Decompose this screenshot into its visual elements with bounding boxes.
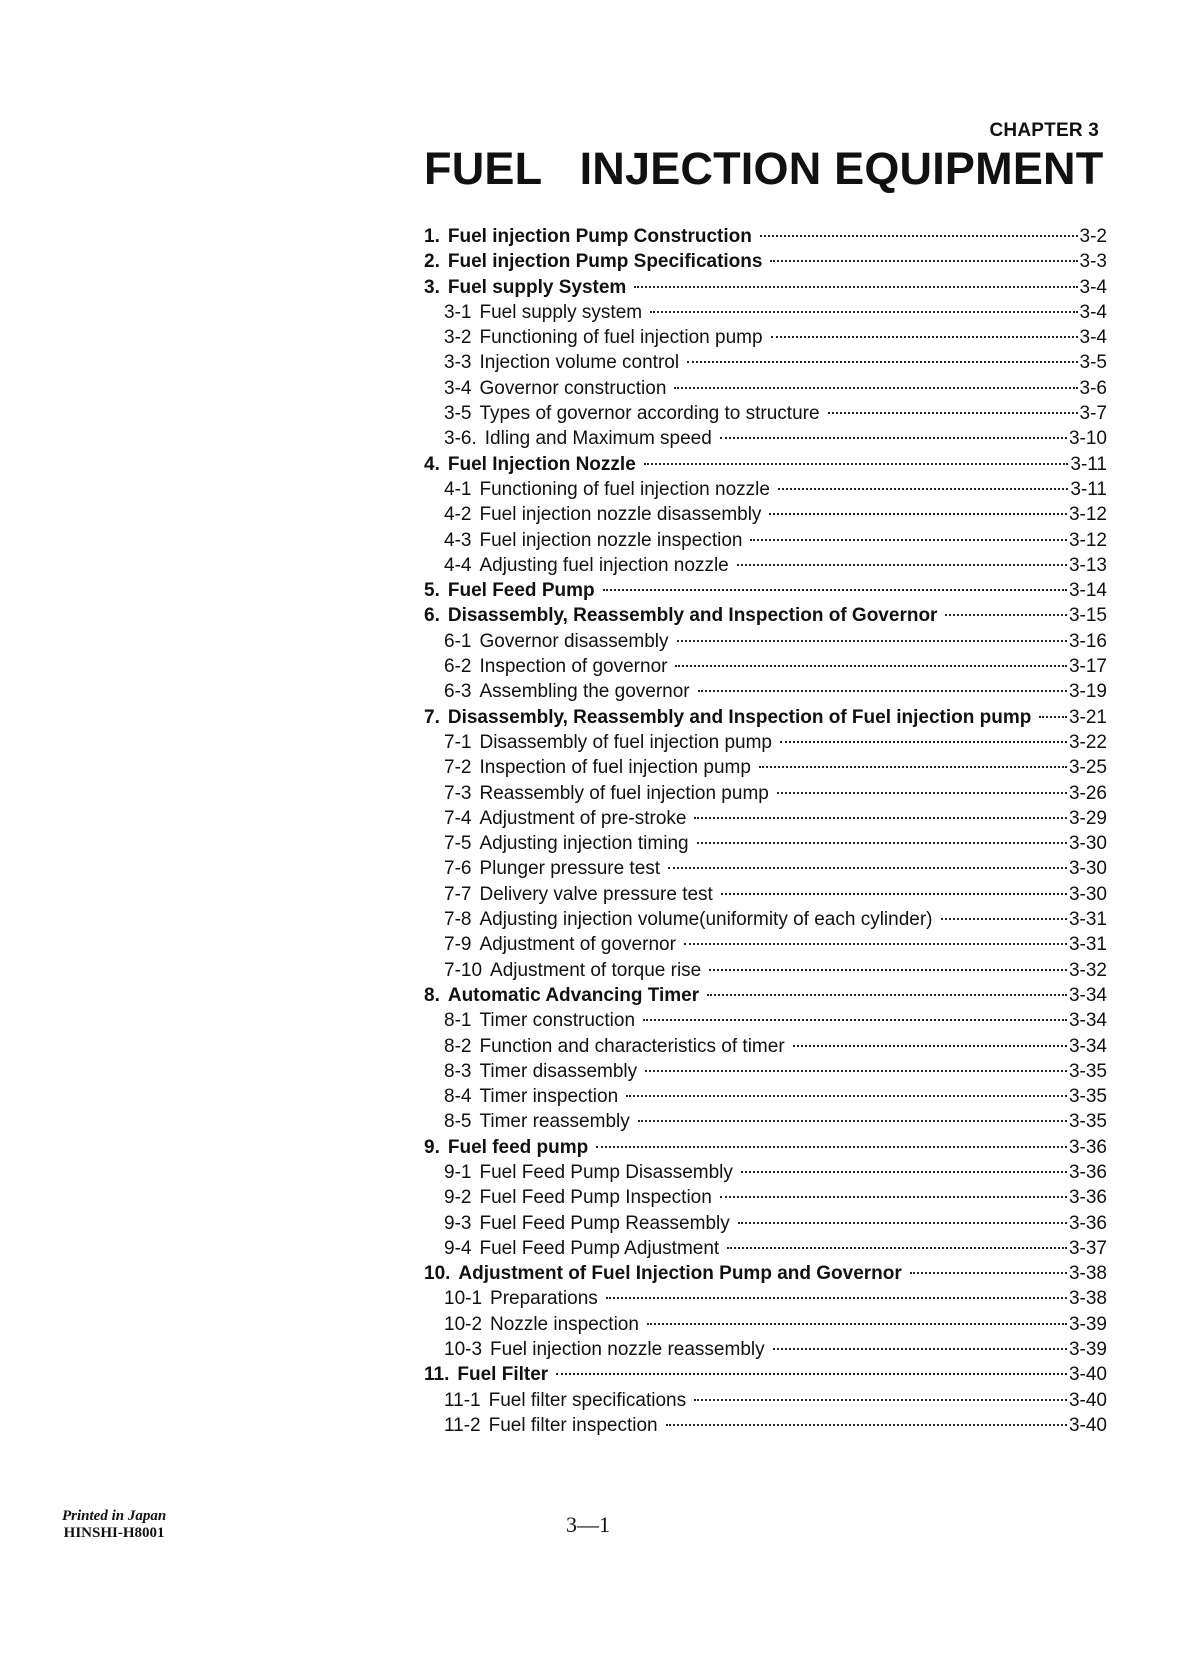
toc-entry-title: Reassembly of fuel injection pump — [479, 782, 769, 804]
toc-subsection-entry — [424, 479, 1107, 504]
dot-leader — [666, 1424, 1067, 1426]
dot-leader — [694, 817, 1067, 819]
toc-entry-number: 3-6. — [444, 428, 477, 450]
toc-entry-title: Plunger pressure test — [479, 858, 661, 880]
toc-section-entry — [424, 985, 1107, 1010]
toc-entry-title: Delivery valve pressure test — [479, 883, 713, 905]
toc-subsection-entry — [424, 1390, 1107, 1415]
toc-section-entry — [424, 454, 1107, 479]
toc-subsection-entry — [424, 1036, 1107, 1061]
toc-entry-number: 4-3 — [444, 529, 472, 551]
dot-leader — [626, 1095, 1067, 1097]
toc-entry-number: 8. — [424, 984, 440, 1006]
toc-entry-number: 3-4 — [444, 377, 472, 399]
toc-entry-number: 3-2 — [444, 327, 472, 349]
dot-leader — [677, 640, 1067, 642]
dot-leader — [759, 766, 1067, 768]
toc-entry-page: 3-34 — [1068, 1010, 1107, 1032]
toc-entry-page: 3-2 — [1079, 226, 1107, 247]
toc-entry-title: Timer reassembly — [479, 1111, 630, 1133]
toc-entry-title: Disassembly, Reassembly and Inspection of Fuel injection pump — [447, 706, 1032, 728]
toc-entry-number: 7-2 — [444, 757, 472, 779]
dot-leader — [687, 361, 1077, 363]
toc-entry-title: Adjustment of pre-stroke — [479, 807, 687, 829]
toc-entry-page: 3-11 — [1070, 478, 1107, 500]
toc-subsection-entry — [424, 1213, 1107, 1238]
toc-entry-number: 7-8 — [444, 909, 472, 931]
toc-entry-page: 3-4 — [1079, 276, 1107, 298]
toc-subsection-entry — [424, 530, 1107, 555]
toc-entry-page: 3-39 — [1068, 1339, 1107, 1361]
dot-leader — [556, 1373, 1067, 1375]
page-number: 3—1 — [566, 1512, 610, 1537]
toc-entry-number: 4. — [424, 453, 440, 475]
dot-leader — [1039, 716, 1067, 718]
toc-subsection-entry — [424, 1086, 1107, 1111]
toc-entry-number: 7-6 — [444, 858, 472, 880]
toc-entry-page: 3-35 — [1068, 1111, 1107, 1133]
dot-leader — [650, 311, 1077, 313]
toc-entry-page: 3-11 — [1070, 453, 1107, 475]
toc-subsection-entry — [424, 555, 1107, 580]
table-of-contents — [424, 226, 1107, 1440]
toc-section-entry — [424, 251, 1107, 276]
toc-entry-number: 8-5 — [444, 1111, 472, 1133]
toc-entry-number: 3-3 — [444, 352, 472, 374]
toc-entry-page: 3-36 — [1068, 1161, 1107, 1183]
dot-leader — [674, 387, 1077, 389]
toc-entry-page: 3-37 — [1068, 1237, 1107, 1259]
toc-entry-title: Inspection of fuel injection pump — [479, 757, 751, 779]
toc-entry-number: 9-1 — [444, 1161, 472, 1183]
toc-entry-title: Disassembly, Reassembly and Inspection of Governor — [447, 605, 938, 627]
dot-leader — [668, 867, 1067, 869]
toc-entry-number: 4-1 — [444, 478, 472, 500]
dot-leader — [634, 286, 1077, 288]
toc-entry-number: 7-3 — [444, 782, 472, 804]
toc-entry-number: 10-3 — [444, 1339, 483, 1361]
toc-entry-page: 3-32 — [1068, 959, 1107, 981]
toc-entry-page: 3-19 — [1068, 681, 1107, 703]
toc-subsection-entry — [424, 1238, 1107, 1263]
toc-subsection-entry — [424, 327, 1107, 352]
toc-entry-page: 3-30 — [1068, 858, 1107, 880]
toc-entry-number: 7-4 — [444, 807, 472, 829]
toc-subsection-entry — [424, 1111, 1107, 1136]
dot-leader — [606, 1297, 1067, 1299]
toc-entry-page: 3-36 — [1068, 1136, 1107, 1158]
toc-entry-title: Fuel injection nozzle inspection — [479, 529, 743, 551]
dot-leader — [773, 1348, 1067, 1350]
toc-entry-page: 3-26 — [1068, 782, 1107, 804]
dot-leader — [777, 792, 1067, 794]
toc-subsection-entry — [424, 960, 1107, 985]
toc-entry-title: Fuel injection Pump Specifications — [447, 251, 763, 273]
toc-subsection-entry — [424, 757, 1107, 782]
toc-subsection-entry — [424, 378, 1107, 403]
toc-entry-number: 6-1 — [444, 630, 472, 652]
toc-entry-title: Nozzle inspection — [490, 1313, 639, 1335]
toc-entry-page: 3-4 — [1079, 327, 1107, 349]
toc-subsection-entry — [424, 1010, 1107, 1035]
toc-entry-title: Fuel Feed Pump Adjustment — [479, 1237, 720, 1259]
toc-subsection-entry — [424, 352, 1107, 377]
toc-entry-number: 3. — [424, 276, 440, 298]
toc-subsection-entry — [424, 504, 1107, 529]
toc-entry-number: 3-5 — [444, 403, 472, 425]
toc-entry-number: 4-4 — [444, 554, 472, 576]
toc-entry-title: Fuel Feed Pump Reassembly — [479, 1212, 730, 1234]
toc-entry-title: Fuel filter inspection — [488, 1414, 658, 1436]
toc-entry-number: 4-2 — [444, 504, 472, 526]
toc-entry-title: Fuel supply System — [447, 276, 627, 298]
toc-subsection-entry — [424, 631, 1107, 656]
dot-leader — [638, 1120, 1067, 1122]
toc-entry-number: 3-1 — [444, 301, 472, 323]
chapter-label: CHAPTER 3 — [989, 120, 1099, 141]
toc-entry-title: Adjustment of governor — [479, 934, 676, 956]
toc-subsection-entry — [424, 858, 1107, 883]
toc-entry-number: 8-2 — [444, 1035, 472, 1057]
dot-leader — [941, 918, 1067, 920]
toc-entry-page: 3-34 — [1068, 984, 1107, 1006]
toc-entry-page: 3-40 — [1068, 1389, 1107, 1411]
toc-entry-number: 10-2 — [444, 1313, 483, 1335]
toc-entry-page: 3-29 — [1068, 807, 1107, 829]
toc-subsection-entry — [424, 1288, 1107, 1313]
toc-subsection-entry — [424, 783, 1107, 808]
toc-entry-number: 7-5 — [444, 833, 472, 855]
toc-entry-page: 3-13 — [1068, 554, 1107, 576]
toc-entry-number: 1. — [424, 226, 440, 247]
dot-leader — [760, 235, 1078, 237]
toc-subsection-entry — [424, 1339, 1107, 1364]
dot-leader — [603, 589, 1067, 591]
toc-entry-page: 3-35 — [1068, 1060, 1107, 1082]
toc-subsection-entry — [424, 1162, 1107, 1187]
toc-entry-number: 7-1 — [444, 731, 472, 753]
toc-entry-title: Fuel injection Pump Construction — [447, 226, 752, 247]
toc-entry-number: 7-9 — [444, 934, 472, 956]
dot-leader — [793, 1045, 1067, 1047]
toc-subsection-entry — [424, 934, 1107, 959]
toc-entry-title: Fuel Filter — [457, 1364, 549, 1386]
toc-subsection-entry — [424, 302, 1107, 327]
toc-entry-number: 6. — [424, 605, 440, 627]
toc-entry-number: 10-1 — [444, 1288, 483, 1310]
toc-entry-number: 8-1 — [444, 1010, 472, 1032]
toc-entry-number: 8-4 — [444, 1086, 472, 1108]
printed-in-label: Printed in Japan — [62, 1508, 167, 1524]
toc-entry-title: Governor disassembly — [479, 630, 669, 652]
toc-entry-title: Fuel Injection Nozzle — [447, 453, 636, 475]
toc-entry-title: Adjustment of Fuel Injection Pump and Governor — [458, 1263, 902, 1285]
chapter-title: FUEL INJECTION EQUIPMENT — [424, 143, 1104, 194]
toc-entry-number: 8-3 — [444, 1060, 472, 1082]
toc-entry-page: 3-34 — [1068, 1035, 1107, 1057]
document-code: HINSHI-H8001 — [63, 1525, 165, 1541]
toc-subsection-entry — [424, 909, 1107, 934]
toc-entry-page: 3-39 — [1068, 1313, 1107, 1335]
dot-leader — [675, 665, 1066, 667]
toc-entry-number: 9-2 — [444, 1187, 472, 1209]
dot-leader — [778, 488, 1068, 490]
toc-entry-page: 3-30 — [1068, 883, 1107, 905]
dot-leader — [770, 260, 1077, 262]
toc-subsection-entry — [424, 656, 1107, 681]
dot-leader — [643, 1019, 1067, 1021]
toc-subsection-entry — [424, 403, 1107, 428]
toc-section-entry — [424, 226, 1107, 251]
dot-leader — [769, 513, 1067, 515]
toc-entry-title: Fuel Feed Pump Disassembly — [479, 1161, 733, 1183]
toc-subsection-entry — [424, 732, 1107, 757]
toc-entry-page: 3-15 — [1068, 605, 1107, 627]
toc-entry-page: 3-40 — [1068, 1414, 1107, 1436]
toc-entry-number: 7. — [424, 706, 440, 728]
toc-subsection-entry — [424, 681, 1107, 706]
toc-entry-page: 3-36 — [1068, 1212, 1107, 1234]
dot-leader — [720, 1196, 1067, 1198]
toc-entry-title: Functioning of fuel injection nozzle — [479, 478, 770, 500]
toc-entry-page: 3-21 — [1068, 706, 1107, 728]
toc-entry-page: 3-38 — [1068, 1288, 1107, 1310]
dot-leader — [697, 842, 1067, 844]
toc-entry-number: 7-10 — [444, 959, 483, 981]
toc-entry-title: Fuel feed pump — [447, 1136, 589, 1158]
toc-entry-number: 11-1 — [444, 1389, 481, 1411]
toc-subsection-entry — [424, 884, 1107, 909]
dot-leader — [727, 1247, 1067, 1249]
toc-section-entry — [424, 1137, 1107, 1162]
toc-entry-page: 3-12 — [1068, 529, 1107, 551]
toc-entry-page: 3-25 — [1068, 757, 1107, 779]
toc-entry-title: Functioning of fuel injection pump — [479, 327, 763, 349]
footer-imprint — [62, 1508, 166, 1542]
toc-entry-title: Fuel filter specifications — [488, 1389, 687, 1411]
dot-leader — [645, 1070, 1067, 1072]
toc-entry-page: 3-4 — [1079, 301, 1107, 323]
toc-entry-title: Timer inspection — [479, 1086, 619, 1108]
toc-entry-title: Inspection of governor — [479, 656, 668, 678]
dot-leader — [738, 1222, 1067, 1224]
toc-entry-page: 3-35 — [1068, 1086, 1107, 1108]
toc-entry-title: Adjustment of torque rise — [490, 959, 702, 981]
dot-leader — [720, 437, 1067, 439]
toc-entry-title: Timer disassembly — [479, 1060, 638, 1082]
toc-entry-page: 3-7 — [1079, 403, 1107, 425]
toc-entry-title: Governor construction — [479, 377, 667, 399]
toc-entry-number: 9. — [424, 1136, 440, 1158]
toc-entry-page: 3-10 — [1068, 428, 1107, 450]
dot-leader — [684, 943, 1067, 945]
toc-subsection-entry — [424, 1415, 1107, 1440]
toc-entry-page: 3-6 — [1079, 377, 1107, 399]
toc-entry-number: 9-3 — [444, 1212, 472, 1234]
toc-entry-title: Assembling the governor — [479, 681, 690, 703]
dot-leader — [694, 1399, 1067, 1401]
toc-entry-title: Fuel injection nozzle disassembly — [479, 504, 762, 526]
toc-entry-title: Types of governor according to structure — [479, 403, 820, 425]
toc-section-entry — [424, 1364, 1107, 1389]
toc-entry-page: 3-31 — [1068, 909, 1107, 931]
toc-entry-title: Fuel injection nozzle reassembly — [490, 1339, 765, 1361]
toc-entry-page: 3-12 — [1068, 504, 1107, 526]
toc-entry-page: 3-5 — [1079, 352, 1107, 374]
toc-entry-page: 3-36 — [1068, 1187, 1107, 1209]
toc-entry-page: 3-40 — [1068, 1364, 1107, 1386]
toc-section-entry — [424, 1263, 1107, 1288]
toc-entry-number: 2. — [424, 251, 440, 273]
toc-section-entry — [424, 707, 1107, 732]
dot-leader — [737, 564, 1067, 566]
toc-entry-page: 3-22 — [1068, 731, 1107, 753]
dot-leader — [647, 1323, 1067, 1325]
toc-entry-number: 6-3 — [444, 681, 472, 703]
toc-entry-title: Disassembly of fuel injection pump — [479, 731, 772, 753]
dot-leader — [644, 463, 1069, 465]
toc-entry-title: Injection volume control — [479, 352, 680, 374]
toc-entry-title: Function and characteristics of timer — [479, 1035, 785, 1057]
dot-leader — [828, 412, 1078, 414]
toc-entry-title: Automatic Advancing Timer — [447, 984, 700, 1006]
toc-entry-number: 7-7 — [444, 883, 472, 905]
toc-entry-number: 11-2 — [444, 1414, 481, 1436]
toc-entry-title: Fuel supply system — [479, 301, 643, 323]
toc-entry-page: 3-31 — [1068, 934, 1107, 956]
toc-entry-title: Fuel Feed Pump — [447, 580, 595, 602]
toc-subsection-entry — [424, 833, 1107, 858]
toc-entry-number: 9-4 — [444, 1237, 472, 1259]
toc-section-entry — [424, 605, 1107, 630]
dot-leader — [771, 336, 1078, 338]
toc-entry-title: Adjusting injection timing — [479, 833, 689, 855]
dot-leader — [707, 994, 1067, 996]
toc-section-entry — [424, 580, 1107, 605]
toc-entry-title: Adjusting fuel injection nozzle — [479, 554, 729, 576]
toc-entry-page: 3-14 — [1068, 580, 1107, 602]
toc-entry-page: 3-38 — [1068, 1263, 1107, 1285]
toc-subsection-entry — [424, 1061, 1107, 1086]
dot-leader — [780, 741, 1067, 743]
toc-entry-page: 3-30 — [1068, 833, 1107, 855]
dot-leader — [721, 893, 1067, 895]
toc-subsection-entry — [424, 808, 1107, 833]
dot-leader — [596, 1146, 1067, 1148]
dot-leader — [741, 1171, 1067, 1173]
toc-entry-number: 5. — [424, 580, 440, 602]
toc-subsection-entry — [424, 428, 1107, 453]
toc-entry-title: Idling and Maximum speed — [484, 428, 712, 450]
dot-leader — [698, 690, 1067, 692]
dot-leader — [750, 539, 1067, 541]
toc-entry-title: Preparations — [490, 1288, 598, 1310]
toc-entry-number: 11. — [424, 1364, 450, 1386]
toc-entry-number: 10. — [424, 1263, 451, 1285]
dot-leader — [709, 969, 1067, 971]
dot-leader — [945, 614, 1067, 616]
toc-entry-page: 3-3 — [1079, 251, 1107, 273]
toc-entry-page: 3-17 — [1068, 656, 1107, 678]
toc-entry-title: Timer construction — [479, 1010, 636, 1032]
dot-leader — [910, 1272, 1067, 1274]
toc-subsection-entry — [424, 1314, 1107, 1339]
toc-entry-title: Adjusting injection volume(uniformity of each cylinder) — [479, 909, 933, 931]
toc-entry-page: 3-16 — [1068, 630, 1107, 652]
toc-subsection-entry — [424, 1187, 1107, 1212]
toc-entry-number: 6-2 — [444, 656, 472, 678]
toc-section-entry — [424, 277, 1107, 302]
toc-entry-title: Fuel Feed Pump Inspection — [479, 1187, 712, 1209]
